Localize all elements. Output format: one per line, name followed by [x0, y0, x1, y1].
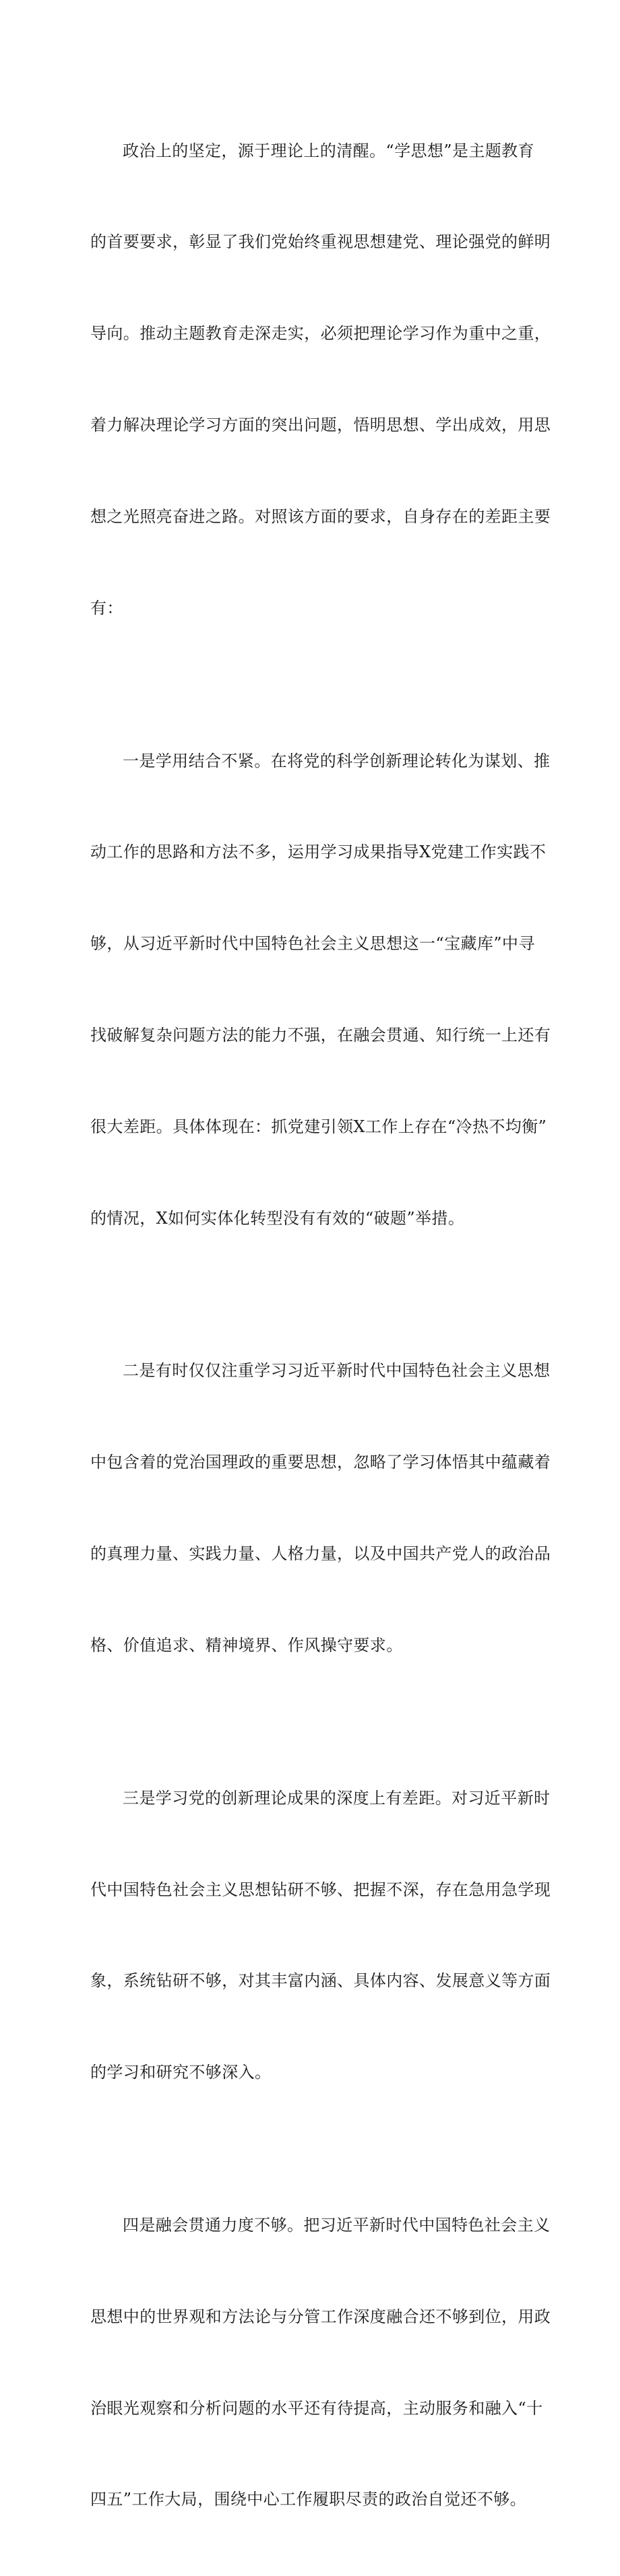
text-line: 四五”工作大局，围绕中心工作履职尽责的政治自觉还不够。 [90, 2490, 527, 2509]
text-line: 代中国特色社会主义思想钻研不够、把握不深，存在急用急学现 [90, 1880, 551, 1899]
text-line: 够，从习近平新时代中国特色社会主义思想这一“宝藏库”中寻 [90, 934, 535, 954]
text-line: 的真理力量、实践力量、人格力量，以及中国共产党人的政治品 [90, 1544, 551, 1564]
text-line: 格、价值追求、精神境界、作风操守要求。 [90, 1636, 403, 1655]
text-line: 的学习和研究不够深入。 [90, 2063, 272, 2082]
text-line: 着力解决理论学习方面的突出问题，悟明思想、学出成效，用思 [90, 416, 551, 435]
text-line: 象，系统钻研不够，对其丰富内涵、具体内容、发展意义等方面 [90, 1971, 551, 1991]
paragraph-point-four [90, 2149, 551, 2576]
text-line: 四是融会贯通力度不够。把习近平新时代中国特色社会主义 [123, 2215, 551, 2235]
text-line: 的首要要求，彰显了我们党始终重视思想建党、理论强党的鲜明 [90, 232, 551, 252]
paragraph-point-one [90, 685, 551, 1295]
text-line: 导向。推动主题教育走深走实，必须把理论学习作为重中之重， [90, 324, 551, 343]
text-line: 想之光照亮奋进之路。对照该方面的要求，自身存在的差距主要 [90, 507, 551, 527]
document-body [90, 75, 551, 2576]
text-line: 治眼光观察和分析问题的水平还有待提高，主动服务和融入“十 [90, 2398, 543, 2418]
text-line: 政治上的坚定，源于理论上的清醒。“学思想”是主题教育 [123, 141, 534, 160]
text-line: 很大差距。具体体现在：抓党建引领X工作上存在“冷热不均衡” [90, 1117, 547, 1137]
text-line: 一是学用结合不紧。在将党的科学创新理论转化为谋划、推 [123, 751, 551, 770]
text-line: 思想中的世界观和方法论与分管工作深度融合还不够到位，用政 [90, 2307, 551, 2326]
text-line: 的情况，X如何实体化转型没有有效的“破题”举措。 [90, 1208, 465, 1228]
paragraph-point-two [90, 1295, 551, 1722]
text-line: 二是有时仅仅注重学习习近平新时代中国特色社会主义思想 [123, 1361, 551, 1381]
paragraph-point-three [90, 1722, 551, 2149]
text-line: 找破解复杂问题方法的能力不强，在融会贯通、知行统一上还有 [90, 1026, 551, 1045]
text-line: 有： [90, 599, 123, 618]
paragraph-intro [90, 75, 551, 685]
text-line: 三是学习党的创新理论成果的深度上有差距。对习近平新时 [123, 1788, 551, 1808]
text-line: 中包含着的党治国理政的重要思想，忽略了学习体悟其中蕴藏着 [90, 1453, 551, 1472]
text-line: 动工作的思路和方法不多，运用学习成果指导X党建工作实践不 [90, 843, 547, 862]
